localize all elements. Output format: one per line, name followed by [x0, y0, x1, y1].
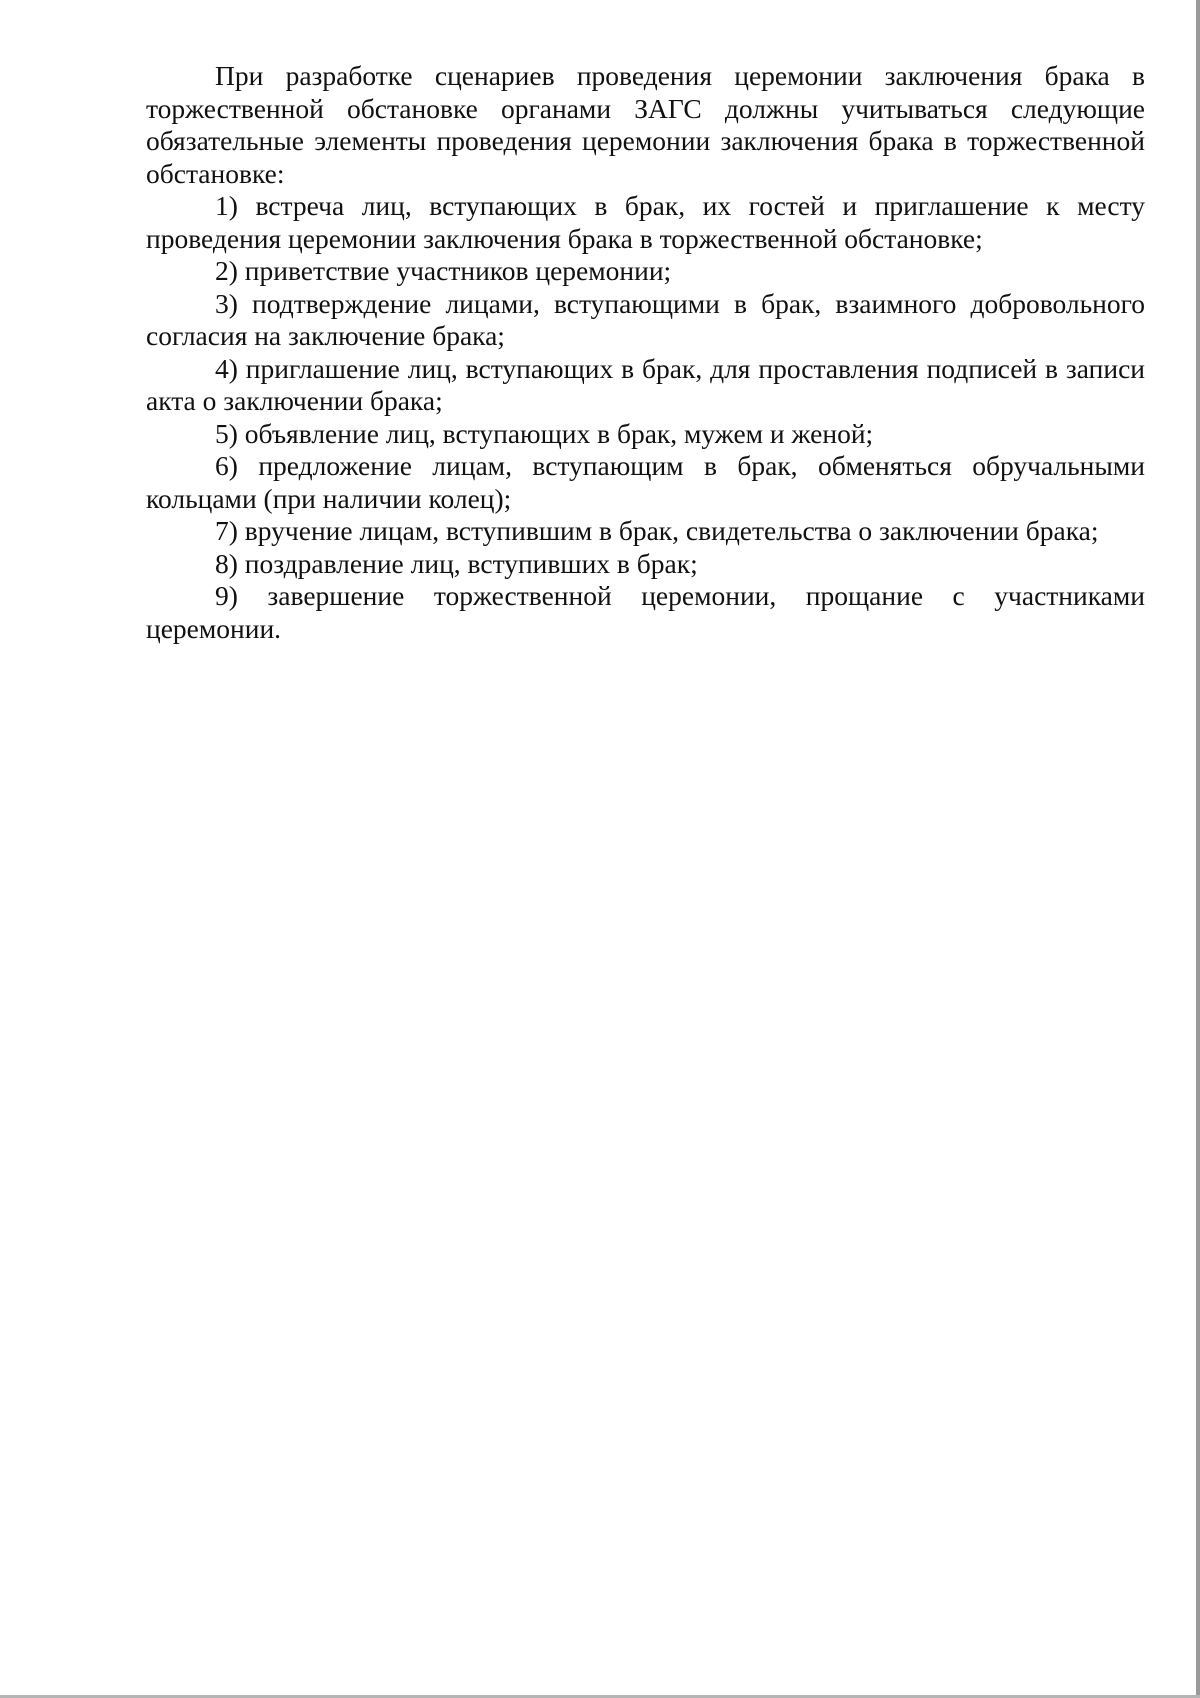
list-item-4: 4) приглашение лиц, вступающих в брак, для проставления подписей в записи акта о заключении брака; [146, 352, 1145, 416]
list-item-7: 7) вручение лицам, вступившим в брак, свидетельства о заключении брака; [215, 515, 1099, 546]
scan-edge-right [1196, 0, 1200, 1698]
list-item-1: 1) встреча лиц, вступающих в брак, их гостей и приглашение к месту проведения церемонии заключения брака в торжественной обстановке; [146, 190, 1145, 254]
document-page [146, 60, 1145, 645]
list-item-8: 8) поздравление лиц, вступивших в брак; [215, 547, 698, 579]
list-item-3: 3) подтверждение лицами, вступающими в брак, взаимного добровольного согласия на заключение брака; [146, 287, 1145, 351]
intro-paragraph: При разработке сценариев проведения церемонии заключения брака в торжественной обстановке органами ЗАГС должны учитываться следующие обязательные элементы проведения церемонии заключения брака в торжественной обстановке: [146, 60, 1145, 189]
list-item-6: 6) предложение лицам, вступающим в брак, обменяться обручальными кольцами (при наличии колец); [146, 450, 1145, 514]
list-item-5: 5) объявление лиц, вступающих в брак, мужем и женой; [215, 417, 874, 449]
list-item-2: 2) приветствие участников церемонии; [215, 255, 672, 286]
list-item-9: 9) завершение торжественной церемонии, прощание с участниками церемонии. [146, 580, 1145, 644]
